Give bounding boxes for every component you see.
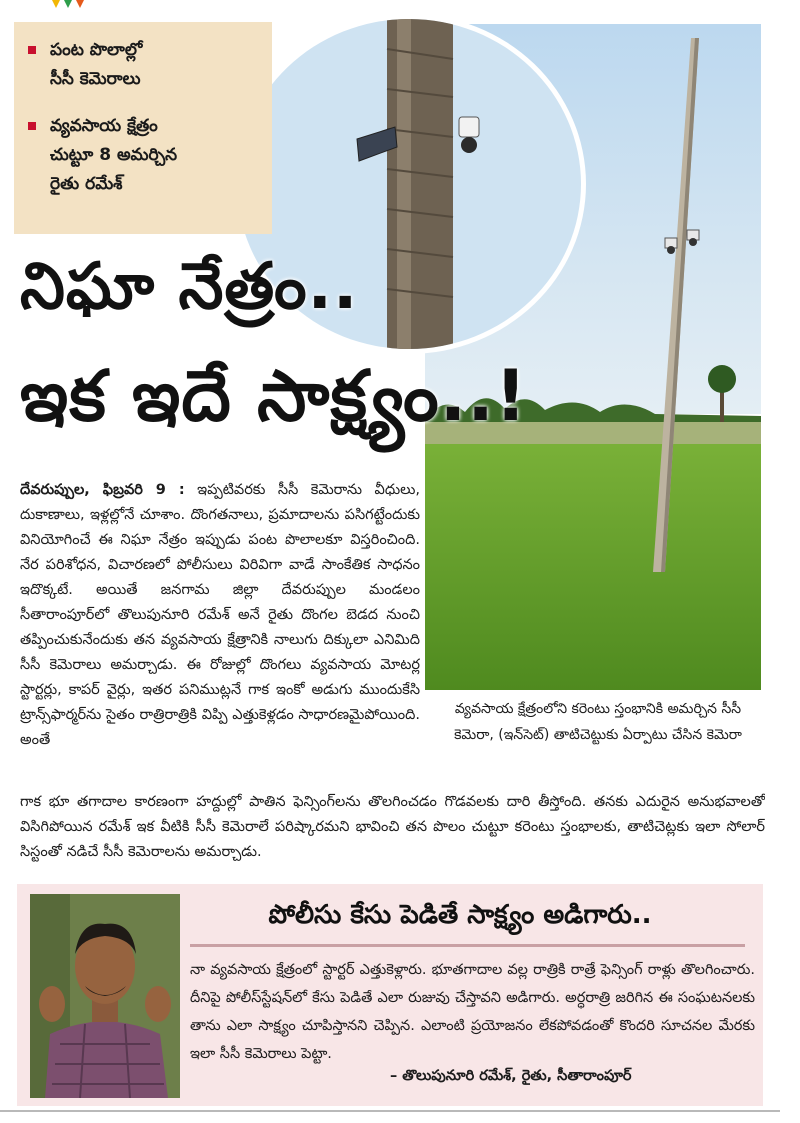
quote-title: పోలీసు కేసు పెడితే సాక్ష్యం అడిగారు.. [268,900,652,930]
bullet-icon [28,46,36,54]
article-body-column [20,478,420,788]
bullet-icon [28,122,36,130]
quote-text: నా వ్యవసాయ క్షేత్రంలో స్టార్టర్ ఎత్తుకెళ్లారు. భూతగాదాల వల్ల రాత్రికి రాత్రే ఫెన్సింగ్ రాళ్లు తొలగించారు. దీనిపై పోలీస్‌స్టేషన్‌లో కేసు పెడితే ఎలా రుజువు చేస్తావని అడిగారు. అర్ధరాత్రి జరిగిన ఈ సంఘటనలకు తాను ఎలా సాక్ష్యం చూపిస్తానని చెప్పిన. ఎలాంటి ప్రయోజనం లేకపోవడంతో కొందరి సూచనల మేరకు ఇలా సీసీ కెమెరాలు పెట్టా. [190,962,755,1062]
headline-line-2: ఇక ఇదే సాక్ష్యం..! [20,355,528,437]
highlight-item: వ్యవసాయ క్షేత్రం చుట్టూ 8 అమర్చిన రైతు రమేశ్ [28,112,246,199]
photo-caption: వ్యవసాయ క్షేత్రంలోని కరెంటు స్తంభానికి అమర్చిన సీసీ కెమెరా, (ఇన్‌సెట్) తాటిచెట్టుకు ఏర్పాటు చేసిన కెమెరా [454,701,742,743]
dateline: దేవరుప్పుల, ఫిబ్రవరి 9 : [20,482,185,498]
highlight-item: పంట పొలాల్లో సీసీ కెమెరాలు [28,36,246,94]
article-body-full-width: గాక భూ తగాదాల కారణంగా హద్దుల్లో పాతిన ఫెన్సింగ్‌లను తొలగించడం గొడవలకు దారి తీస్తోంది. తనకు ఎదురైన అనుభవాలతో విసిగిపోయిన రమేశ్ ఇక వీటికి సీసీ కెమెరాలే పరిష్కారమని భావించి తన పొలం చుట్టూ కరెంటు స్తంభాలకు, తాటిచెట్లకు ఇలా సోలార్ సిస్టంతో నడిచే సీసీ కెమెరాలను అమర్చాడు. [20,794,765,860]
quote-attribution: – తొలుపునూరి రమేశ్, రైతు, సీతారాంపూర్ [390,1068,632,1084]
article-text: ఇప్పటివరకు సీసీ కెమెరాను వీధులు, దుకాణాలు, ఇళ్లల్లోనే చూశాం. దొంగతనాలు, ప్రమాదాలను పసిగట్టేందుకు వినియోగించే ఈ నిఘా నేత్రం ఇప్పుడు పంట పొలాలకూ విస్తరించింది. నేర పరిశోధన, విచారణలో పోలీసులు విరివిగా వాడే సాంకేతిక సాధనం ఇదొక్కటే. అయితే జనగామ జిల్లా దేవరుప్పుల మండలం సీతారాంపూర్‌లో తొలుపునూరి రమేశ్ అనే రైతు దొంగల బెడద నుంచి తప్పించుకునేందుకు తన వ్యవసాయ క్షేత్రానికి నాలుగు దిక్కులా ఎనిమిది సీసీ కెమెరాలు అమర్చాడు. ఈ రోజుల్లో దొంగలు వ్యవసాయ మోటర్ల స్టార్టర్లు, కాపర్ వైర్లు, ఇతర పనిముట్లనే గాక ఇంకో అడుగు ముందుకేసి ట్రాన్స్‌ఫార్మర్‌ను సైతం రాత్రిరాత్రికి విప్పి ఎత్తుకెళ్లడం సాధారణమైపోయింది. అంతే [20,482,420,748]
newspaper-logo-fragment [46,0,116,10]
headline-line-1: నిఘా నేత్రం.. [20,250,359,324]
farmer-portrait-photo [30,894,180,1098]
highlights-box [14,22,272,234]
page-bottom-rule [0,1110,780,1112]
quote-divider [190,944,745,947]
